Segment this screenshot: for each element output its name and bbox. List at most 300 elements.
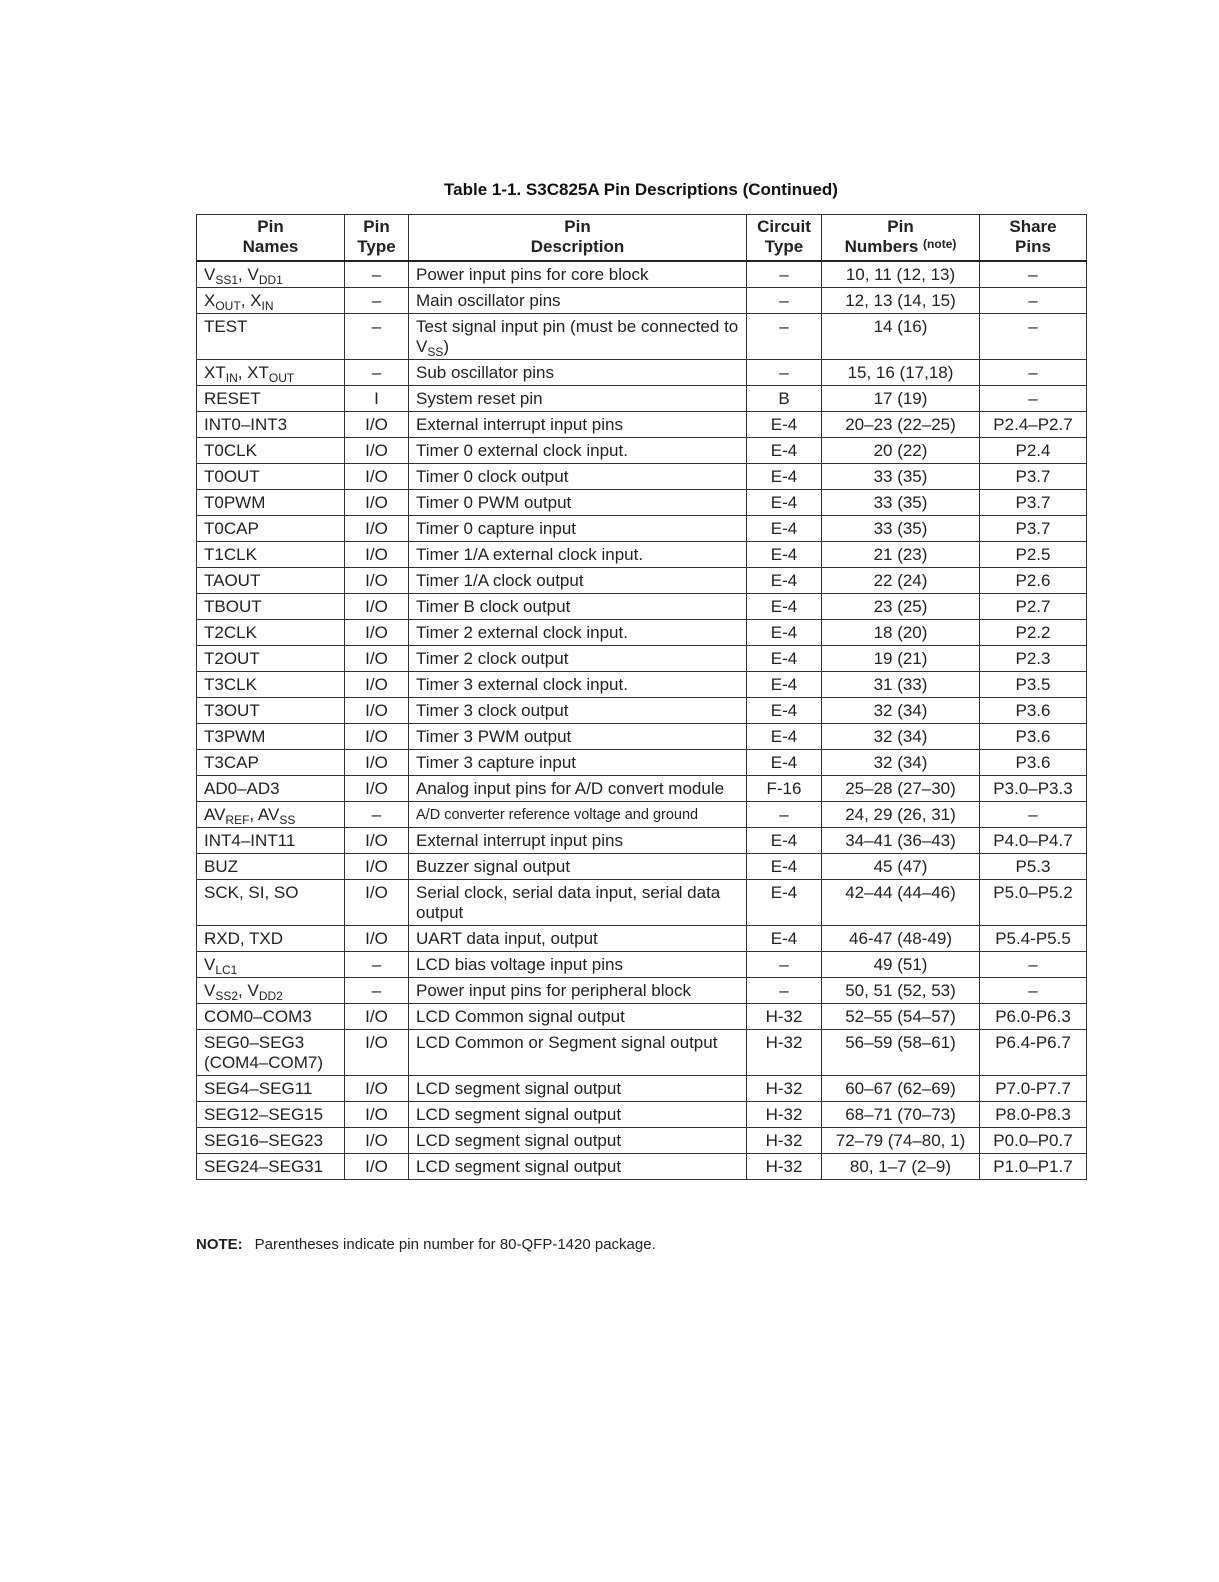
cell-text: Timer 3 external clock input. xyxy=(416,675,628,694)
pin-numbers-cell: 14 (16) xyxy=(822,314,980,360)
cell-text: RXD, TXD xyxy=(204,929,284,948)
share-pins-cell: – xyxy=(980,261,1087,288)
pin-name-cell xyxy=(197,802,345,828)
cell-text: , V xyxy=(238,265,259,284)
circuit-type-cell: – xyxy=(747,261,822,288)
circuit-type-cell: – xyxy=(747,952,822,978)
cell-text: T0PWM xyxy=(204,493,266,512)
share-pins-cell: P1.0–P1.7 xyxy=(980,1154,1087,1180)
circuit-type-cell: E-4 xyxy=(747,542,822,568)
pin-type-cell: I/O xyxy=(345,698,409,724)
share-pins-cell: P3.7 xyxy=(980,490,1087,516)
pin-name-cell xyxy=(197,952,345,978)
pin-description-cell xyxy=(409,672,747,698)
circuit-type-cell: E-4 xyxy=(747,724,822,750)
circuit-type-cell: E-4 xyxy=(747,412,822,438)
pin-type-cell: I/O xyxy=(345,724,409,750)
table-row xyxy=(197,542,1087,568)
circuit-type-cell: B xyxy=(747,386,822,412)
share-pins-cell: P3.6 xyxy=(980,698,1087,724)
pin-name-cell xyxy=(197,750,345,776)
cell-text: LCD segment signal output xyxy=(416,1079,622,1098)
circuit-type-cell: H-32 xyxy=(747,1076,822,1102)
pin-name-cell xyxy=(197,516,345,542)
cell-text: T2CLK xyxy=(204,623,257,642)
share-pins-cell: P6.0-P6.3 xyxy=(980,1004,1087,1030)
pin-numbers-cell: 33 (35) xyxy=(822,516,980,542)
subscript-text: OUT xyxy=(215,299,241,313)
cell-text: T0CLK xyxy=(204,441,257,460)
pin-description-cell xyxy=(409,1154,747,1180)
pin-numbers-cell: 31 (33) xyxy=(822,672,980,698)
cell-text: A/D converter reference voltage and ground xyxy=(416,807,699,823)
pin-numbers-cell: 32 (34) xyxy=(822,698,980,724)
pin-type-cell: I/O xyxy=(345,854,409,880)
pin-numbers-cell: 49 (51) xyxy=(822,952,980,978)
pin-description-cell xyxy=(409,802,747,828)
cell-text: T0OUT xyxy=(204,467,260,486)
cell-text: LCD segment signal output xyxy=(416,1131,622,1150)
table-row xyxy=(197,1154,1087,1180)
pin-type-cell: I/O xyxy=(345,828,409,854)
header-circuit-type xyxy=(747,215,822,262)
pin-numbers-cell: 56–59 (58–61) xyxy=(822,1030,980,1076)
table-row xyxy=(197,952,1087,978)
cell-text: , V xyxy=(238,981,259,1000)
pin-description-cell xyxy=(409,516,747,542)
pin-description-cell xyxy=(409,620,747,646)
share-pins-cell: P5.0–P5.2 xyxy=(980,880,1087,926)
pin-description-cell xyxy=(409,314,747,360)
note-text: Parentheses indicate pin number for 80-QFP-1420 package. xyxy=(254,1236,656,1253)
share-pins-cell: – xyxy=(980,952,1087,978)
table-row xyxy=(197,646,1087,672)
header-text: Pin xyxy=(257,217,284,236)
header-pin-type xyxy=(345,215,409,262)
table-row xyxy=(197,314,1087,360)
pin-type-cell: I/O xyxy=(345,620,409,646)
share-pins-cell: P3.6 xyxy=(980,724,1087,750)
pin-type-cell: I/O xyxy=(345,776,409,802)
table-row xyxy=(197,1128,1087,1154)
circuit-type-cell: H-32 xyxy=(747,1128,822,1154)
circuit-type-cell: H-32 xyxy=(747,1102,822,1128)
pin-name-cell xyxy=(197,412,345,438)
cell-text: V xyxy=(204,955,216,974)
subscript-text: LC1 xyxy=(215,963,238,977)
pin-numbers-cell: 21 (23) xyxy=(822,542,980,568)
pin-name-cell xyxy=(197,288,345,314)
table-row xyxy=(197,516,1087,542)
circuit-type-cell: E-4 xyxy=(747,926,822,952)
cell-text: SEG16–SEG23 xyxy=(204,1131,324,1150)
cell-text: Serial clock, serial data input, serial data output xyxy=(416,883,721,922)
pin-type-cell: I/O xyxy=(345,594,409,620)
pin-description-cell xyxy=(409,854,747,880)
pin-name-cell xyxy=(197,464,345,490)
header-text: Pins xyxy=(1015,237,1051,256)
pin-name-cell xyxy=(197,854,345,880)
pin-description-cell xyxy=(409,412,747,438)
table-note xyxy=(196,1236,656,1253)
pin-numbers-cell: 12, 13 (14, 15) xyxy=(822,288,980,314)
pin-description-cell xyxy=(409,464,747,490)
pin-name-cell xyxy=(197,1030,345,1076)
pin-description-cell xyxy=(409,1102,747,1128)
circuit-type-cell: E-4 xyxy=(747,828,822,854)
table-row xyxy=(197,1030,1087,1076)
pin-description-cell xyxy=(409,490,747,516)
pin-name-cell xyxy=(197,594,345,620)
table-row xyxy=(197,828,1087,854)
header-text: Numbers xyxy=(844,237,919,256)
pin-description-cell xyxy=(409,1076,747,1102)
pin-name-cell xyxy=(197,828,345,854)
cell-text: Power input pins for peripheral block xyxy=(416,981,691,1000)
cell-text: T1CLK xyxy=(204,545,257,564)
table-row xyxy=(197,261,1087,288)
pin-type-cell: I/O xyxy=(345,542,409,568)
circuit-type-cell: – xyxy=(747,314,822,360)
cell-text: T0CAP xyxy=(204,519,259,538)
pin-numbers-cell: 18 (20) xyxy=(822,620,980,646)
circuit-type-cell: E-4 xyxy=(747,516,822,542)
pin-numbers-cell: 80, 1–7 (2–9) xyxy=(822,1154,980,1180)
circuit-type-cell: E-4 xyxy=(747,568,822,594)
cell-text: XT xyxy=(204,363,226,382)
cell-text: Timer 3 PWM output xyxy=(416,727,572,746)
header-share-pins xyxy=(980,215,1087,262)
pin-name-cell xyxy=(197,438,345,464)
header-text: Pin xyxy=(363,217,390,236)
circuit-type-cell: – xyxy=(747,978,822,1004)
cell-text: SEG12–SEG15 xyxy=(204,1105,324,1124)
pin-description-cell xyxy=(409,542,747,568)
pin-type-cell: I/O xyxy=(345,646,409,672)
cell-text: Analog input pins for A/D convert module xyxy=(416,779,725,798)
pin-description-cell xyxy=(409,698,747,724)
pin-numbers-cell: 72–79 (74–80, 1) xyxy=(822,1128,980,1154)
pin-name-cell xyxy=(197,314,345,360)
circuit-type-cell: E-4 xyxy=(747,620,822,646)
pin-type-cell: I xyxy=(345,386,409,412)
circuit-type-cell: E-4 xyxy=(747,490,822,516)
cell-text: TAOUT xyxy=(204,571,261,590)
cell-text: UART data input, output xyxy=(416,929,598,948)
table-row xyxy=(197,880,1087,926)
table-row xyxy=(197,854,1087,880)
pin-type-cell: I/O xyxy=(345,1030,409,1076)
header-pin-numbers xyxy=(822,215,980,262)
table-header xyxy=(197,215,1087,262)
pin-numbers-cell: 52–55 (54–57) xyxy=(822,1004,980,1030)
circuit-type-cell: E-4 xyxy=(747,672,822,698)
pin-description-cell xyxy=(409,261,747,288)
cell-text: SEG4–SEG11 xyxy=(204,1079,313,1098)
subscript-text: IN xyxy=(261,299,274,313)
pin-numbers-cell: 42–44 (44–46) xyxy=(822,880,980,926)
share-pins-cell: P3.7 xyxy=(980,516,1087,542)
subscript-text: DD2 xyxy=(258,989,283,1003)
pin-name-cell xyxy=(197,386,345,412)
pin-descriptions-table xyxy=(196,214,1087,1180)
cell-text: Buzzer signal output xyxy=(416,857,571,876)
header-text: Description xyxy=(530,237,625,256)
pin-name-cell xyxy=(197,880,345,926)
cell-text: T3CLK xyxy=(204,675,257,694)
cell-text: Timer 0 external clock input. xyxy=(416,441,628,460)
subscript-text: SS xyxy=(279,813,296,827)
pin-numbers-cell: 33 (35) xyxy=(822,490,980,516)
pin-description-cell xyxy=(409,568,747,594)
table-row xyxy=(197,288,1087,314)
pin-name-cell xyxy=(197,1102,345,1128)
pin-numbers-cell: 25–28 (27–30) xyxy=(822,776,980,802)
cell-text: Timer 1/A external clock input. xyxy=(416,545,644,564)
table-title: Table 1-1. S3C825A Pin Descriptions (Continued) xyxy=(444,180,838,199)
pin-name-cell xyxy=(197,542,345,568)
cell-text: TEST xyxy=(204,317,248,336)
share-pins-cell: P2.5 xyxy=(980,542,1087,568)
pin-name-cell xyxy=(197,620,345,646)
header-text: Pin xyxy=(887,217,914,236)
circuit-type-cell: E-4 xyxy=(747,880,822,926)
table-row xyxy=(197,802,1087,828)
pin-type-cell: I/O xyxy=(345,750,409,776)
subscript-text: REF xyxy=(225,813,250,827)
pin-numbers-cell: 32 (34) xyxy=(822,750,980,776)
pin-description-cell xyxy=(409,1030,747,1076)
cell-text: LCD segment signal output xyxy=(416,1157,622,1176)
cell-text: Main oscillator pins xyxy=(416,291,561,310)
header-text: Circuit xyxy=(757,217,811,236)
table-row xyxy=(197,1004,1087,1030)
table-row xyxy=(197,724,1087,750)
table-row xyxy=(197,386,1087,412)
pin-numbers-cell: 33 (35) xyxy=(822,464,980,490)
pin-description-cell xyxy=(409,724,747,750)
pin-description-cell xyxy=(409,1004,747,1030)
table-body xyxy=(197,261,1087,1180)
subscript-text: IN xyxy=(225,371,238,385)
pin-type-cell: I/O xyxy=(345,412,409,438)
header-text: Type xyxy=(764,237,804,256)
circuit-type-cell: E-4 xyxy=(747,750,822,776)
pin-name-cell xyxy=(197,672,345,698)
cell-text: , AV xyxy=(249,805,280,824)
share-pins-cell: P5.4-P5.5 xyxy=(980,926,1087,952)
pin-name-cell xyxy=(197,490,345,516)
pin-numbers-cell: 17 (19) xyxy=(822,386,980,412)
table-row xyxy=(197,776,1087,802)
table-row xyxy=(197,594,1087,620)
pin-description-cell xyxy=(409,926,747,952)
pin-type-cell: I/O xyxy=(345,1004,409,1030)
table-row xyxy=(197,360,1087,386)
share-pins-cell: P5.3 xyxy=(980,854,1087,880)
pin-numbers-cell: 68–71 (70–73) xyxy=(822,1102,980,1128)
share-pins-cell: P3.5 xyxy=(980,672,1087,698)
cell-text: External interrupt input pins xyxy=(416,831,623,850)
pin-name-cell xyxy=(197,1128,345,1154)
cell-text: Sub oscillator pins xyxy=(416,363,554,382)
pin-type-cell: I/O xyxy=(345,1102,409,1128)
pin-name-cell xyxy=(197,978,345,1004)
pin-type-cell: – xyxy=(345,288,409,314)
pin-name-cell xyxy=(197,1154,345,1180)
table-row xyxy=(197,978,1087,1004)
pin-name-cell xyxy=(197,646,345,672)
cell-text: ) xyxy=(443,337,450,356)
cell-text: LCD Common or Segment signal output xyxy=(416,1033,718,1052)
circuit-type-cell: – xyxy=(747,288,822,314)
pin-description-cell xyxy=(409,646,747,672)
pin-type-cell: I/O xyxy=(345,438,409,464)
cell-text: T3CAP xyxy=(204,753,259,772)
cell-text: SEG24–SEG31 xyxy=(204,1157,324,1176)
pin-numbers-cell: 15, 16 (17,18) xyxy=(822,360,980,386)
header-text: Pin xyxy=(564,217,591,236)
cell-text: LCD Common signal output xyxy=(416,1007,625,1026)
note-reference: (note) xyxy=(923,237,957,251)
pin-description-cell xyxy=(409,386,747,412)
header-text: Type xyxy=(357,237,396,256)
pin-type-cell: I/O xyxy=(345,568,409,594)
table-row xyxy=(197,568,1087,594)
share-pins-cell: – xyxy=(980,314,1087,360)
cell-text: Timer 0 clock output xyxy=(416,467,569,486)
cell-text: Timer 0 PWM output xyxy=(416,493,572,512)
share-pins-cell: P2.2 xyxy=(980,620,1087,646)
pin-type-cell: I/O xyxy=(345,490,409,516)
table-row xyxy=(197,412,1087,438)
table-row xyxy=(197,698,1087,724)
share-pins-cell: P6.4-P6.7 xyxy=(980,1030,1087,1076)
cell-text: Test signal input pin (must be connected to V xyxy=(416,317,739,356)
share-pins-cell: P4.0–P4.7 xyxy=(980,828,1087,854)
share-pins-cell: – xyxy=(980,802,1087,828)
pin-description-cell xyxy=(409,828,747,854)
pin-numbers-cell: 60–67 (62–69) xyxy=(822,1076,980,1102)
pin-name-cell xyxy=(197,1004,345,1030)
cell-text: Timer 1/A clock output xyxy=(416,571,584,590)
circuit-type-cell: – xyxy=(747,360,822,386)
circuit-type-cell: H-32 xyxy=(747,1004,822,1030)
pin-numbers-cell: 45 (47) xyxy=(822,854,980,880)
share-pins-cell: P3.0–P3.3 xyxy=(980,776,1087,802)
header-pin-description xyxy=(409,215,747,262)
share-pins-cell: P3.7 xyxy=(980,464,1087,490)
cell-text: Timer 3 clock output xyxy=(416,701,569,720)
pin-description-cell xyxy=(409,880,747,926)
table-row xyxy=(197,438,1087,464)
cell-text: COM0–COM3 xyxy=(204,1007,312,1026)
cell-text: , XT xyxy=(237,363,269,382)
cell-text: TBOUT xyxy=(204,597,262,616)
pin-type-cell: – xyxy=(345,261,409,288)
header-text: Share xyxy=(1009,217,1057,236)
share-pins-cell: P2.3 xyxy=(980,646,1087,672)
pin-type-cell: I/O xyxy=(345,1154,409,1180)
cell-text: X xyxy=(204,291,216,310)
circuit-type-cell: F-16 xyxy=(747,776,822,802)
pin-type-cell: – xyxy=(345,802,409,828)
pin-name-cell xyxy=(197,926,345,952)
cell-text: T3PWM xyxy=(204,727,266,746)
cell-text: Timer 2 external clock input. xyxy=(416,623,628,642)
pin-numbers-cell: 50, 51 (52, 53) xyxy=(822,978,980,1004)
cell-text: LCD segment signal output xyxy=(416,1105,622,1124)
share-pins-cell: P3.6 xyxy=(980,750,1087,776)
cell-text: Timer 3 capture input xyxy=(416,753,576,772)
pin-type-cell: I/O xyxy=(345,1076,409,1102)
share-pins-cell: – xyxy=(980,386,1087,412)
table-row xyxy=(197,926,1087,952)
share-pins-cell: P8.0-P8.3 xyxy=(980,1102,1087,1128)
pin-type-cell: – xyxy=(345,314,409,360)
cell-text: Timer 2 clock output xyxy=(416,649,569,668)
pin-numbers-cell: 23 (25) xyxy=(822,594,980,620)
share-pins-cell: P2.4–P2.7 xyxy=(980,412,1087,438)
cell-text: , X xyxy=(240,291,262,310)
pin-type-cell: – xyxy=(345,360,409,386)
pin-type-cell: I/O xyxy=(345,880,409,926)
table-row xyxy=(197,1102,1087,1128)
cell-text: Timer B clock output xyxy=(416,597,571,616)
pin-type-cell: – xyxy=(345,952,409,978)
table-row xyxy=(197,490,1087,516)
share-pins-cell: – xyxy=(980,978,1087,1004)
pin-type-cell: I/O xyxy=(345,464,409,490)
pin-numbers-cell: 20–23 (22–25) xyxy=(822,412,980,438)
cell-text: INT0–INT3 xyxy=(204,415,288,434)
share-pins-cell: – xyxy=(980,360,1087,386)
pin-description-cell xyxy=(409,288,747,314)
pin-name-cell xyxy=(197,568,345,594)
pin-numbers-cell: 19 (21) xyxy=(822,646,980,672)
cell-text: System reset pin xyxy=(416,389,543,408)
header-text: Names xyxy=(242,237,299,256)
subscript-text: SS1 xyxy=(215,273,239,287)
cell-text: V xyxy=(204,981,216,1000)
subscript-text: SS xyxy=(427,345,444,359)
note-label: NOTE: xyxy=(196,1236,243,1253)
cell-text: LCD bias voltage input pins xyxy=(416,955,623,974)
cell-text: BUZ xyxy=(204,857,238,876)
pin-name-cell xyxy=(197,261,345,288)
pin-numbers-cell: 46-47 (48-49) xyxy=(822,926,980,952)
cell-text: AV xyxy=(204,805,226,824)
pin-name-cell xyxy=(197,1076,345,1102)
circuit-type-cell: – xyxy=(747,802,822,828)
circuit-type-cell: E-4 xyxy=(747,594,822,620)
pin-description-cell xyxy=(409,952,747,978)
pin-numbers-cell: 32 (34) xyxy=(822,724,980,750)
share-pins-cell: P2.4 xyxy=(980,438,1087,464)
subscript-text: DD1 xyxy=(258,273,283,287)
pin-type-cell: I/O xyxy=(345,926,409,952)
share-pins-cell: P7.0-P7.7 xyxy=(980,1076,1087,1102)
cell-text: External interrupt input pins xyxy=(416,415,623,434)
pin-numbers-cell: 20 (22) xyxy=(822,438,980,464)
pin-name-cell xyxy=(197,360,345,386)
pin-description-cell xyxy=(409,978,747,1004)
cell-text: SCK, SI, SO xyxy=(204,883,299,902)
share-pins-cell: P0.0–P0.7 xyxy=(980,1128,1087,1154)
table-row xyxy=(197,620,1087,646)
cell-text: SEG0–SEG3 (COM4–COM7) xyxy=(204,1033,324,1072)
table-row xyxy=(197,750,1087,776)
